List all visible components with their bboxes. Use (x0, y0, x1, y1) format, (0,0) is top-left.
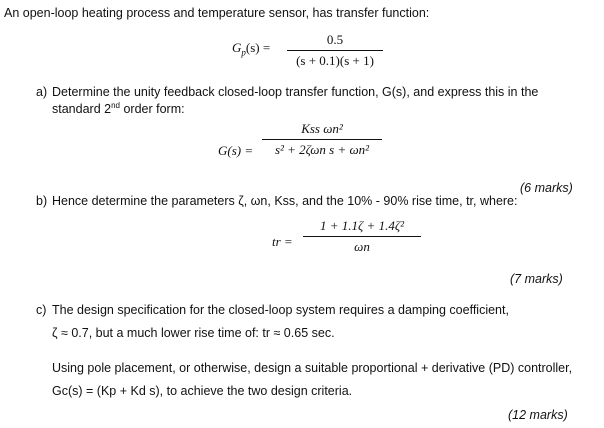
part-a-line2-end: order form: (119, 102, 185, 117)
closed-loop-fraction (262, 121, 382, 158)
part-b-marks: (7 marks) (510, 272, 563, 286)
part-b-label: b) (36, 194, 48, 208)
gp-lhs (232, 40, 270, 58)
part-a-line2-start: standard 2 (52, 102, 112, 117)
part-a-line2 (52, 101, 185, 116)
gp-symbol: G (232, 40, 242, 55)
gp-fraction (287, 32, 383, 69)
part-a-line1: Determine the unity feedback closed-loop transfer function, G(s), and express this in the (52, 85, 539, 99)
part-b-line1: Hence determine the parameters ζ, ωn, Kss, and the 10% - 90% rise time, tr, where: (52, 194, 518, 208)
gp-denominator: (s + 0.1)(s + 1) (296, 53, 374, 68)
part-a-ordinal-sup: nd (111, 101, 120, 110)
closed-loop-numerator: Kss ωn² (301, 121, 343, 136)
part-c-line3: Using pole placement, or otherwise, design a suitable proportional + derivative (PD) controller, (52, 361, 573, 375)
part-c-line4: Gc(s) = (Kp + Kd s), to achieve the two design criteria. (52, 384, 353, 398)
part-c-marks: (12 marks) (508, 408, 568, 422)
gp-argument: (s) = (245, 40, 271, 55)
closed-loop-denominator: s² + 2ζωn s + ωn² (274, 142, 370, 157)
gp-subscript: p (241, 47, 246, 58)
gp-numerator: 0.5 (326, 32, 344, 47)
part-a-marks: (6 marks) (520, 181, 573, 195)
rise-time-fraction (303, 218, 421, 255)
part-a-label: a) (36, 85, 48, 99)
part-c-line1: The design specification for the closed-loop system requires a damping coefficient, (52, 303, 509, 317)
closed-loop-lhs: G(s) = (218, 143, 254, 158)
intro-text: An open-loop heating process and temperature sensor, has transfer function: (4, 6, 430, 20)
rise-time-numerator: 1 + 1.1ζ + 1.4ζ² (320, 218, 404, 233)
rise-time-lhs: tr = (272, 234, 293, 249)
part-c-line2: ζ ≈ 0.7, but a much lower rise time of: tr ≈ 0.65 sec. (52, 326, 335, 340)
part-c-label: c) (36, 303, 47, 317)
rise-time-denominator: ωn (354, 239, 370, 254)
